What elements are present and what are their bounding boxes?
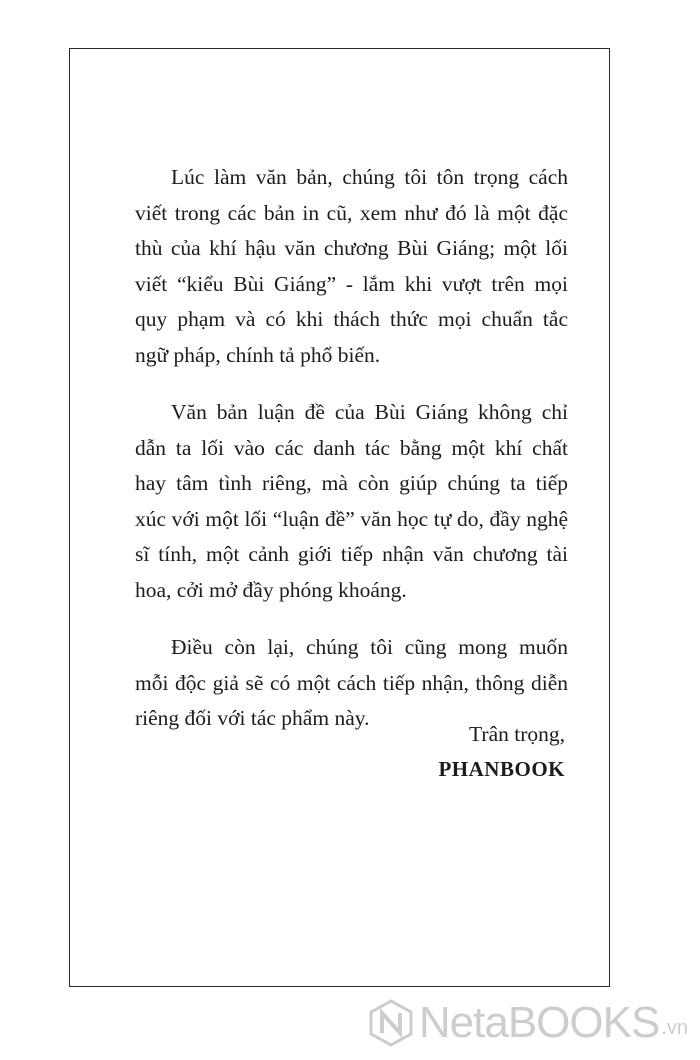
text-line: viết trong các bản in cũ, xem như đó là một đặc	[135, 200, 568, 225]
watermark	[369, 998, 688, 1048]
text-line: thù của khí hậu văn chương Bùi Giáng; một lối	[135, 236, 568, 260]
text-line: xúc với một lối “luận đề” văn học tự do, đầy nghệ	[135, 506, 568, 531]
closing-salutation: Trân trọng,	[469, 722, 565, 746]
text-line: viết “kiểu Bùi Giáng” - lắm khi vượt trên mọi	[135, 271, 568, 296]
signature-publisher: PHANBOOK	[438, 757, 565, 781]
text-line: Văn bản luận đề của Bùi Giáng không chỉ	[171, 400, 568, 424]
text-line: hoa, cởi mở đầy phóng khoáng.	[135, 577, 407, 602]
text-line: hay tâm tình riêng, mà còn giúp chúng ta tiếp	[135, 471, 568, 495]
text-line: riêng đối với tác phẩm này.	[135, 706, 370, 730]
netabooks-logo-icon	[369, 999, 413, 1047]
text-line: dẫn ta lối vào các danh tác bằng một khí chất	[135, 435, 568, 460]
paragraph-2	[135, 395, 568, 608]
text-line: mỗi độc giả sẽ có một cách tiếp nhận, thông diễn	[135, 670, 568, 695]
text-line: ngữ pháp, chính tả phổ biến.	[135, 342, 381, 367]
body-text	[135, 160, 568, 759]
text-line: sĩ tính, một cảnh giới tiếp nhận văn chương tài	[135, 542, 568, 566]
text-line: Lúc làm văn bản, chúng tôi tôn trọng cách	[171, 165, 568, 189]
watermark-suffix: .vn	[661, 1017, 688, 1039]
watermark-brand: NetaBOOKS	[418, 998, 660, 1047]
paragraph-1	[135, 160, 568, 373]
text-line: Điều còn lại, chúng tôi cũng mong muốn	[171, 635, 568, 659]
text-line: quy phạm và có khi thách thức mọi chuẩn tắc	[135, 307, 568, 331]
